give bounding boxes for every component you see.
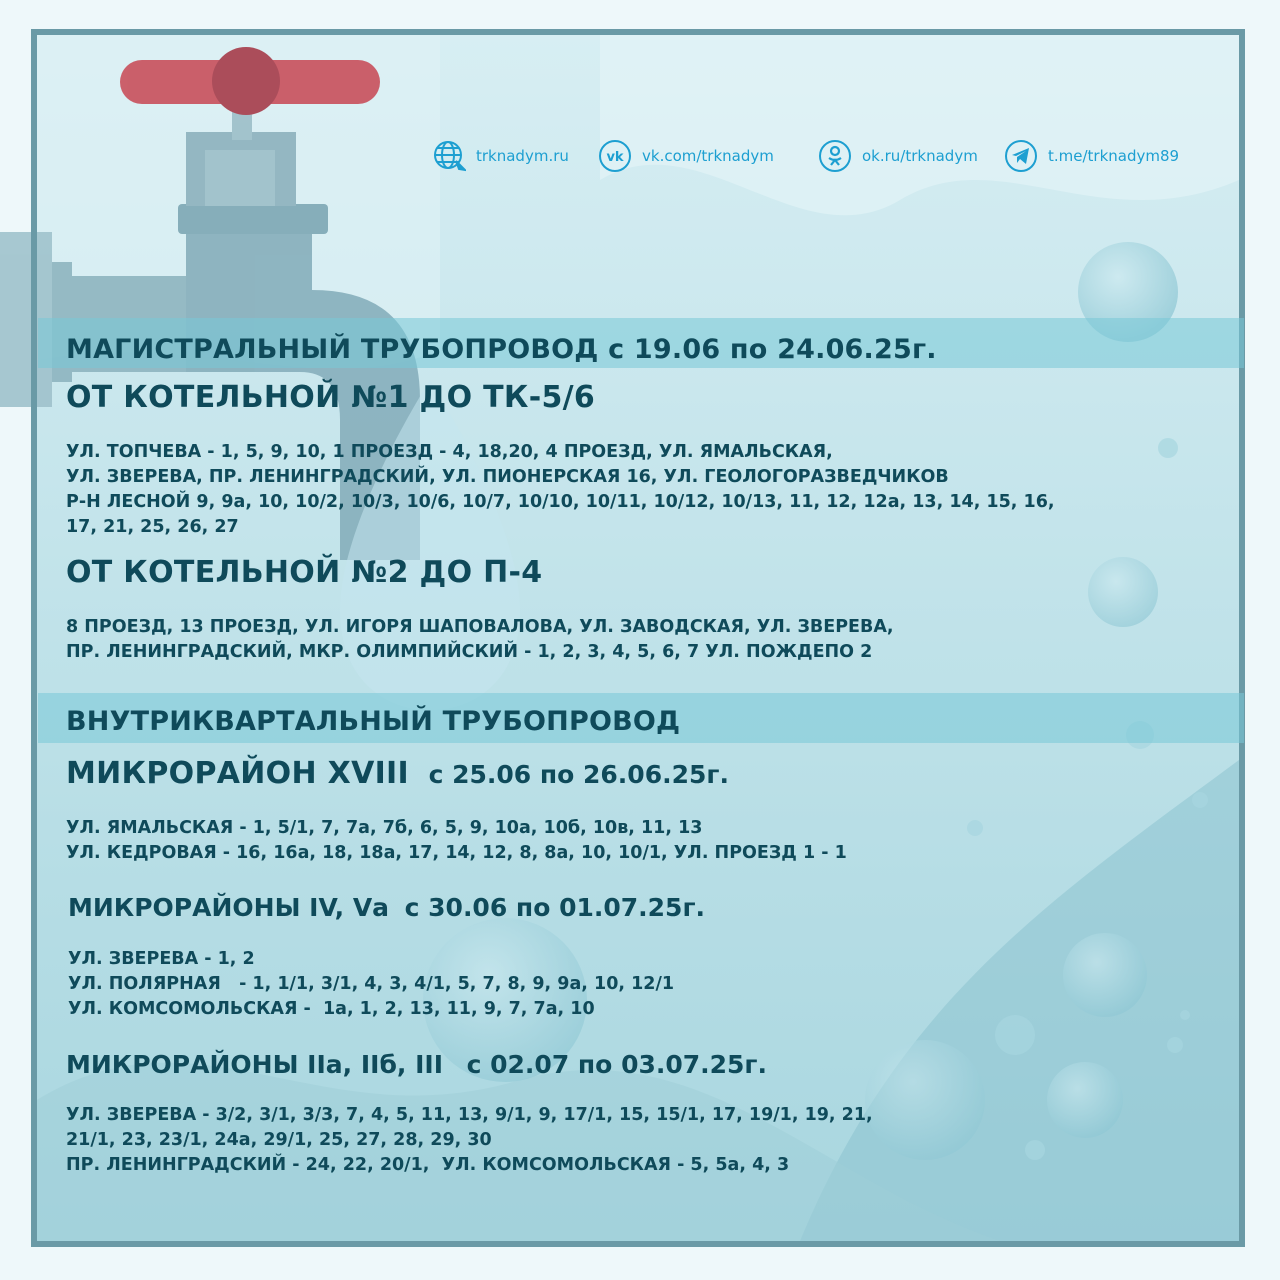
address-line: УЛ. ЗВЕРЕВА - 3/2, 3/1, 3/3, 7, 4, 5, 11, 13, 9/1, 9, 17/1, 15, 15/1, 17, 19/1, 19, 21, <box>66 1105 873 1125</box>
vk-link[interactable] <box>598 136 774 176</box>
boiler1-addresses <box>66 440 1055 540</box>
address-line: 8 ПРОЕЗД, 13 ПРОЕЗД, УЛ. ИГОРЯ ШАПОВАЛОВА, УЛ. ЗАВОДСКАЯ, УЛ. ЗВЕРЕВА, <box>66 617 894 637</box>
main-pipeline-title: МАГИСТРАЛЬНЫЙ ТРУБОПРОВОД с 19.06 по 24.06.25г. <box>66 334 937 365</box>
address-line: УЛ. ПОЛЯРНАЯ - 1, 1/1, 3/1, 4, 3, 4/1, 5, 7, 8, 9, 9а, 10, 12/1 <box>68 974 675 994</box>
boiler2-title: ОТ КОТЕЛЬНОЙ №2 ДО П-4 <box>66 555 543 590</box>
address-line: ПР. ЛЕНИНГРАДСКИЙ - 24, 22, 20/1, УЛ. КОМСОМОЛЬСКАЯ - 5, 5а, 4, 3 <box>66 1155 790 1175</box>
district1-addresses <box>66 816 847 866</box>
address-line: УЛ. ЗВЕРЕВА - 1, 2 <box>68 949 255 969</box>
ok-link[interactable] <box>818 136 978 176</box>
vk-link-text: vk.com/trknadym <box>642 147 774 165</box>
telegram-icon <box>1004 139 1038 173</box>
district3-heading <box>66 1050 767 1079</box>
address-line: УЛ. ТОПЧЕВА - 1, 5, 9, 10, 1 ПРОЕЗД - 4, 18,20, 4 ПРОЕЗД, УЛ. ЯМАЛЬСКАЯ, <box>66 442 833 462</box>
district2-addresses <box>68 947 674 1022</box>
telegram-link-text: t.me/trknadym89 <box>1048 147 1180 165</box>
district1-heading <box>66 756 729 791</box>
svg-text:vk: vk <box>606 150 624 165</box>
district1-dates: с 25.06 по 26.06.25г. <box>428 760 729 789</box>
district3-addresses <box>66 1103 873 1178</box>
address-line: ПР. ЛЕНИНГРАДСКИЙ, МКР. ОЛИМПИЙСКИЙ - 1, 2, 3, 4, 5, 6, 7 УЛ. ПОЖДЕПО 2 <box>66 642 873 662</box>
ok-link-text: ok.ru/trknadym <box>862 147 978 165</box>
address-line: УЛ. ЯМАЛЬСКАЯ - 1, 5/1, 7, 7а, 7б, 6, 5, 9, 10а, 10б, 10в, 11, 13 <box>66 818 703 838</box>
vk-icon <box>598 139 632 173</box>
globe-icon <box>432 139 466 173</box>
address-line: 17, 21, 25, 26, 27 <box>66 517 239 537</box>
telegram-link[interactable] <box>1004 136 1179 176</box>
website-link[interactable] <box>432 136 569 176</box>
district2-heading <box>68 893 705 922</box>
boiler2-addresses <box>66 615 894 665</box>
address-line: УЛ. ЗВЕРЕВА, ПР. ЛЕНИНГРАДСКИЙ, УЛ. ПИОНЕРСКАЯ 16, УЛ. ГЕОЛОГОРАЗВЕДЧИКОВ <box>66 467 949 487</box>
district3-dates: с 02.07 по 03.07.25г. <box>466 1050 767 1079</box>
address-line: УЛ. КЕДРОВАЯ - 16, 16а, 18, 18а, 17, 14, 12, 8, 8а, 10, 10/1, УЛ. ПРОЕЗД 1 - 1 <box>66 843 847 863</box>
district1-name: МИКРОРАЙОН XVIII <box>66 756 409 791</box>
address-line: Р-Н ЛЕСНОЙ 9, 9а, 10, 10/2, 10/3, 10/6, 10/7, 10/10, 10/11, 10/12, 10/13, 11, 12, 12а, 13, 14, 15, 16, <box>66 492 1055 512</box>
website-link-text: trknadym.ru <box>476 147 569 165</box>
district3-name: МИКРОРАЙОНЫ IIа, IIб, III <box>66 1050 444 1079</box>
boiler1-title: ОТ КОТЕЛЬНОЙ №1 ДО ТК-5/6 <box>66 380 596 415</box>
district2-name: МИКРОРАЙОНЫ IV, Vа <box>68 893 390 922</box>
address-line: 21/1, 23, 23/1, 24а, 29/1, 25, 27, 28, 29, 30 <box>66 1130 492 1150</box>
address-line: УЛ. КОМСОМОЛЬСКАЯ - 1а, 1, 2, 13, 11, 9, 7, 7а, 10 <box>68 999 595 1019</box>
odnoklassniki-icon <box>818 139 852 173</box>
intra-pipeline-title: ВНУТРИКВАРТАЛЬНЫЙ ТРУБОПРОВОД <box>66 706 681 737</box>
district2-dates: с 30.06 по 01.07.25г. <box>404 893 706 922</box>
